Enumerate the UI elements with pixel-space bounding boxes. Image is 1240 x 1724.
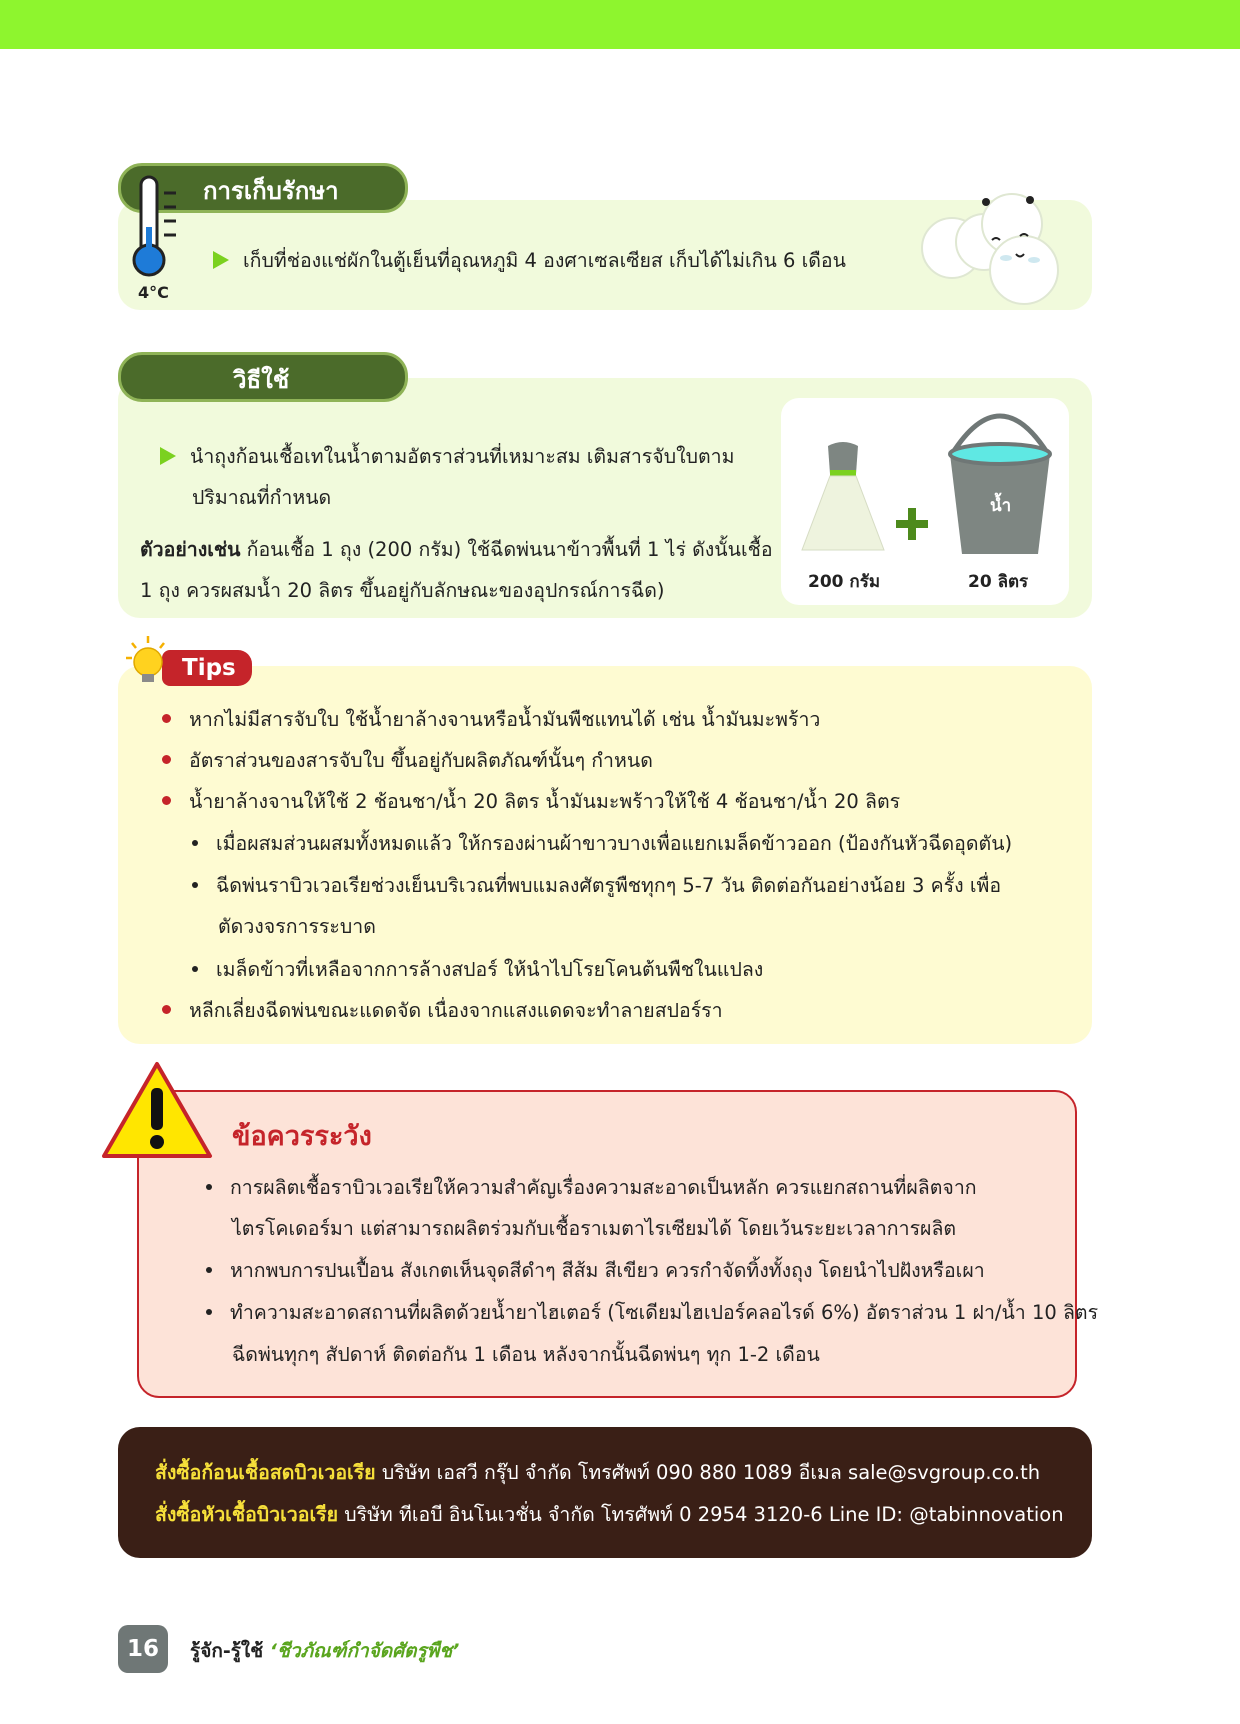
storage-title: การเก็บรักษา	[203, 177, 339, 205]
tip-subitem-continuation: ตัดวงจรการระบาด	[218, 915, 376, 938]
caution-item: การผลิตเชื้อราบิวเวอเรียให้ความสำคัญเรื่องความสะอาดเป็นหลัก ควรแยกสถานที่ผลิตจาก	[206, 1172, 977, 1203]
bullet-dot	[206, 1309, 212, 1315]
tip-item: หากไม่มีสารจับใบ ใช้น้ำยาล้างจานหรือน้ำมันพืชแทนได้ เช่น น้ำมันมะพร้าว	[162, 704, 820, 735]
footer-title-emphasis: ‘ชีวภัณฑ์กำจัดศัตรูพืช’	[269, 1640, 460, 1662]
usage-section-tab	[118, 352, 408, 402]
temperature-label: 4°C	[138, 283, 169, 302]
green-arrow-icon	[160, 447, 176, 465]
contact-line-1: สั่งซื้อก้อนเชื้อสดบิวเวอเรีย บริษัท เอสวี กรุ๊ป จำกัด โทรศัพท์ 090 880 1089 อีเมล sale@svgroup.co.th	[155, 1461, 1041, 1484]
water-volume-caption: 20 ลิตร	[968, 572, 1029, 592]
bucket-water-label: น้ำ	[990, 496, 1012, 516]
spore-mascot-icon	[912, 190, 1064, 308]
contact-line-2: สั่งซื้อหัวเชื้อบิวเวอเรีย บริษัท ทีเอบี อินโนเวชั่น จำกัด โทรศัพท์ 0 2954 3120-6 Line ID: @tabinnovation	[155, 1503, 1064, 1526]
spore-bag-icon	[800, 440, 886, 552]
footer-title: รู้จัก-รู้ใช้ ‘ชีวภัณฑ์กำจัดศัตรูพืช’	[190, 1640, 460, 1662]
contact-highlight-2: สั่งซื้อหัวเชื้อบิวเวอเรีย	[155, 1503, 339, 1526]
page-number: 16	[118, 1625, 168, 1673]
caution-item-continuation: ไตรโคเดอร์มา แต่สามารถผลิตร่วมกับเชื้อราเมตาไรเซียมได้ โดยเว้นระยะเวลาการผลิต	[232, 1217, 957, 1240]
thermometer-icon	[130, 175, 182, 283]
green-arrow-icon	[213, 251, 229, 269]
warning-icon	[100, 1060, 214, 1160]
tip-subitem: ฉีดพ่นราบิวเวอเรียช่วงเย็นบริเวณที่พบแมลงศัตรูพืชทุกๆ 5-7 วัน ติดต่อกันอย่างน้อย 3 ครั้ง เพื่อ	[192, 870, 1001, 901]
top-color-bar	[0, 0, 1240, 49]
usage-bullet-line-2: ปริมาณที่กำหนด	[192, 486, 332, 509]
example-label: ตัวอย่างเช่น	[140, 538, 241, 561]
usage-example-line-2: 1 ถุง ควรผสมน้ำ 20 ลิตร ขึ้นอยู่กับลักษณะของอุปกรณ์การฉีด)	[140, 579, 665, 602]
bullet-dot	[162, 755, 171, 764]
bullet-dot	[192, 966, 198, 972]
bullet-dot	[192, 882, 198, 888]
water-bucket-icon	[944, 410, 1056, 560]
contact-panel	[118, 1427, 1092, 1558]
caution-item: ทำความสะอาดสถานที่ผลิตด้วยน้ำยาไฮเตอร์ (โซเดียมไฮเปอร์คลอไรด์ 6%) อัตราส่วน 1 ฝา/น้ำ 10 ลิตร	[206, 1297, 1098, 1328]
bullet-dot	[162, 714, 171, 723]
tip-item: หลีกเลี่ยงฉีดพ่นขณะแดดจัด เนื่องจากแสงแดดจะทำลายสปอร์รา	[162, 995, 723, 1026]
bullet-dot	[162, 1005, 171, 1014]
tip-subitem: เมล็ดข้าวที่เหลือจากการล้างสปอร์ ให้นำไปโรยโคนต้นพืชในแปลง	[192, 954, 763, 985]
usage-title: วิธีใช้	[233, 366, 290, 394]
usage-bullet-line-1: นำถุงก้อนเชื้อเทในน้ำตามอัตราส่วนที่เหมาะสม เติมสารจับใบตาม	[160, 441, 734, 472]
tip-item: อัตราส่วนของสารจับใบ ขึ้นอยู่กับผลิตภัณฑ์นั้นๆ กำหนด	[162, 745, 653, 776]
caution-item-continuation: ฉีดพ่นทุกๆ สัปดาห์ ติดต่อกัน 1 เดือน หลังจากนั้นฉีดพ่นๆ ทุก 1-2 เดือน	[232, 1343, 820, 1366]
bullet-dot	[206, 1267, 212, 1273]
storage-text-line: เก็บที่ช่องแช่ผักในตู้เย็นที่อุณหภูมิ 4 องศาเซลเซียส เก็บได้ไม่เกิน 6 เดือน	[213, 245, 846, 276]
lightbulb-icon	[124, 634, 172, 688]
caution-title: ข้อควรระวัง	[232, 1121, 372, 1152]
caution-item: หากพบการปนเปื้อน สังเกตเห็นจุดสีดำๆ สีส้ม สีเขียว ควรกำจัดทิ้งทั้งถุง โดยนำไปฝังหรือเผา	[206, 1255, 985, 1286]
bullet-dot	[206, 1184, 212, 1190]
bag-weight-caption: 200 กรัม	[808, 572, 881, 592]
tips-tag	[162, 650, 252, 686]
tips-label: Tips	[182, 655, 236, 681]
tip-subitem: เมื่อผสมส่วนผสมทั้งหมดแล้ว ให้กรองผ่านผ้าขาวบางเพื่อแยกเมล็ดข้าวออก (ป้องกันหัวฉีดอุดตัน)	[192, 828, 1012, 859]
tip-item: น้ำยาล้างจานให้ใช้ 2 ช้อนชา/น้ำ 20 ลิตร น้ำมันมะพร้าวให้ใช้ 4 ช้อนชา/น้ำ 20 ลิตร	[162, 786, 900, 817]
contact-highlight-1: สั่งซื้อก้อนเชื้อสดบิวเวอเรีย	[155, 1461, 376, 1484]
bullet-dot	[162, 796, 171, 805]
plus-icon	[896, 508, 928, 540]
bullet-dot	[192, 840, 198, 846]
usage-example-line-1: ตัวอย่างเช่น ก้อนเชื้อ 1 ถุง (200 กรัม) ใช้ฉีดพ่นนาข้าวพื้นที่ 1 ไร่ ดังนั้นเชื้อ	[140, 538, 773, 561]
